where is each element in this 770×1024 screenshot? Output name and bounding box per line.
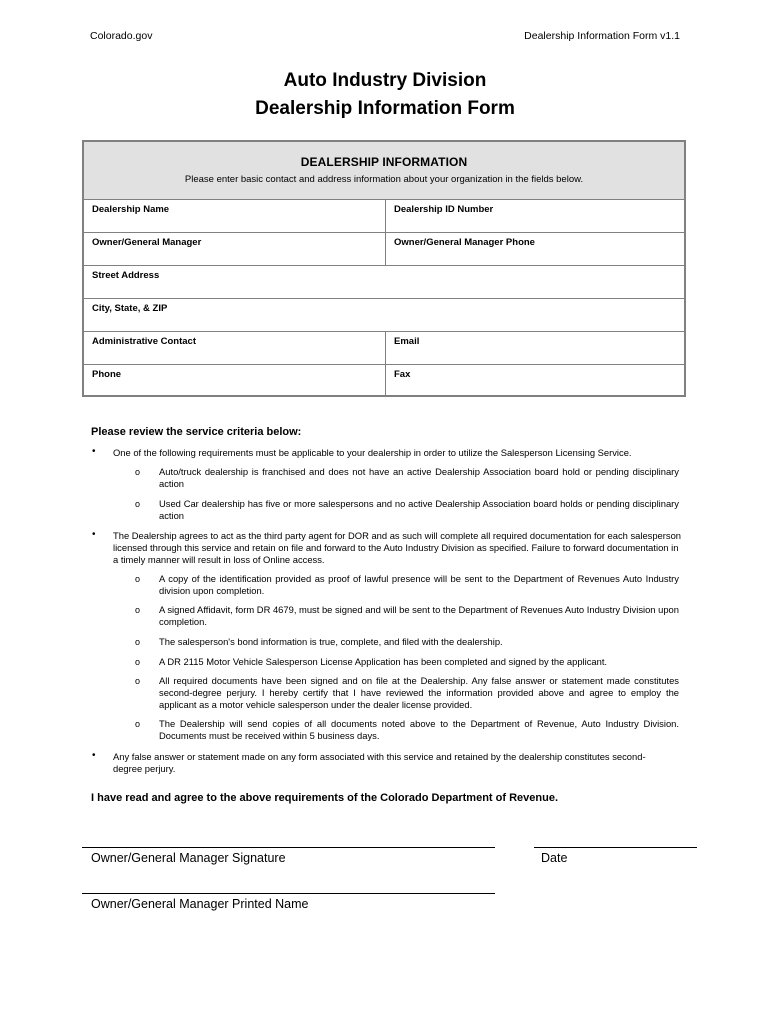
header-left: Colorado.gov (90, 30, 153, 42)
form-row (84, 332, 684, 365)
form-row (84, 200, 684, 233)
bullet-icon: • (92, 446, 96, 457)
form-row (84, 266, 684, 299)
date-label: Date (541, 851, 568, 865)
criterion-2-sub-6: The Dealership will send copies of all documents noted above to the Department of Revenue, Auto Industry Division. Documents must be received within 5 business days. (159, 718, 679, 741)
criterion-1: One of the following requirements must be applicable to your dealership in order to utilize the Salesperson Licensing Service. (113, 447, 632, 458)
criterion-2: The Dealership agrees to act as the third party agent for DOR and as such will complete all required documentation for each salesperson licensed through this service and retain on file and forward to the Auto Industry Division as specified. Failure to forward documentation in a timely manner will result in loss of Online access. (113, 530, 682, 565)
page-title: Auto Industry Division (283, 70, 487, 91)
printed-name-line[interactable] (82, 893, 495, 894)
owner-manager-field[interactable]: Owner/General Manager (84, 233, 386, 265)
criterion-2-sub-2: A signed Affidavit, form DR 4679, must be signed and will be sent to the Department of Revenues Auto Industry Division upon completion. (159, 604, 679, 627)
sub-bullet-icon: o (135, 499, 141, 509)
sub-bullet-icon: o (135, 574, 141, 584)
dealership-info-form (82, 140, 686, 397)
sub-bullet-icon: o (135, 719, 141, 729)
criteria-heading: Please review the service criteria below: (91, 426, 302, 438)
admin-contact-field[interactable]: Administrative Contact (84, 332, 386, 364)
sub-bullet-icon: o (135, 657, 141, 667)
date-line[interactable] (534, 847, 697, 848)
street-address-field[interactable]: Street Address (92, 270, 160, 281)
criterion-2-sub-5: All required documents have been signed and on file at the Dealership. Any false answer or statement made constitutes second-degree perjury. I hereby certify that I have reviewed the information provided above and agree to employ the applicant as a motor vehicle salesperson under the dealer license provided. (159, 675, 679, 710)
dealership-id-field[interactable]: Dealership ID Number (394, 204, 494, 215)
criterion-2-sub-1: A copy of the identification provided as proof of lawful presence will be sent to the Department of Revenues Auto Industry division upon completion. (159, 573, 679, 596)
page-subtitle: Dealership Information Form (255, 98, 515, 119)
sub-bullet-icon: o (135, 676, 141, 686)
sub-bullet-icon: o (135, 637, 141, 647)
signature-label: Owner/General Manager Signature (91, 851, 286, 865)
criterion-2-sub-4: A DR 2115 Motor Vehicle Salesperson License Application has been completed and signed by the applicant. (159, 656, 608, 667)
signature-line[interactable] (82, 847, 495, 848)
form-row (84, 233, 684, 266)
header-right: Dealership Information Form v1.1 (524, 30, 680, 42)
criterion-1-sub-2: Used Car dealership has five or more salespersons and no active Dealership Association board holds or pending disciplinary action (159, 498, 679, 521)
city-state-zip-field[interactable]: City, State, & ZIP (92, 303, 168, 314)
criterion-1-sub-1: Auto/truck dealership is franchised and does not have an active Dealership Association board hold or pending disciplinary action (159, 466, 679, 489)
printed-name-label: Owner/General Manager Printed Name (91, 897, 309, 911)
criterion-3: Any false answer or statement made on any form associated with this service and retained by the dealership constitutes second-degree perjury. (113, 751, 646, 774)
bullet-icon: • (92, 750, 96, 761)
info-heading: DEALERSHIP INFORMATION (300, 155, 468, 169)
bullet-icon: • (92, 529, 96, 540)
dealership-name-field[interactable]: Dealership Name (84, 200, 386, 232)
form-row (84, 365, 684, 395)
email-field[interactable]: Email (394, 336, 420, 347)
sub-bullet-icon: o (135, 467, 141, 477)
form-row (84, 299, 684, 332)
agreement-statement: I have read and agree to the above requirements of the Colorado Department of Revenue. (91, 792, 558, 804)
info-header (84, 142, 684, 200)
phone-field[interactable]: Phone (84, 365, 386, 395)
sub-bullet-icon: o (135, 605, 141, 615)
info-subheading: Please enter basic contact and address information about your organization in the fields below. (184, 174, 584, 185)
fax-field[interactable]: Fax (394, 369, 411, 380)
criterion-2-sub-3: The salesperson's bond information is true, complete, and filed with the dealership. (159, 636, 503, 647)
owner-manager-phone-field[interactable]: Owner/General Manager Phone (394, 237, 535, 248)
